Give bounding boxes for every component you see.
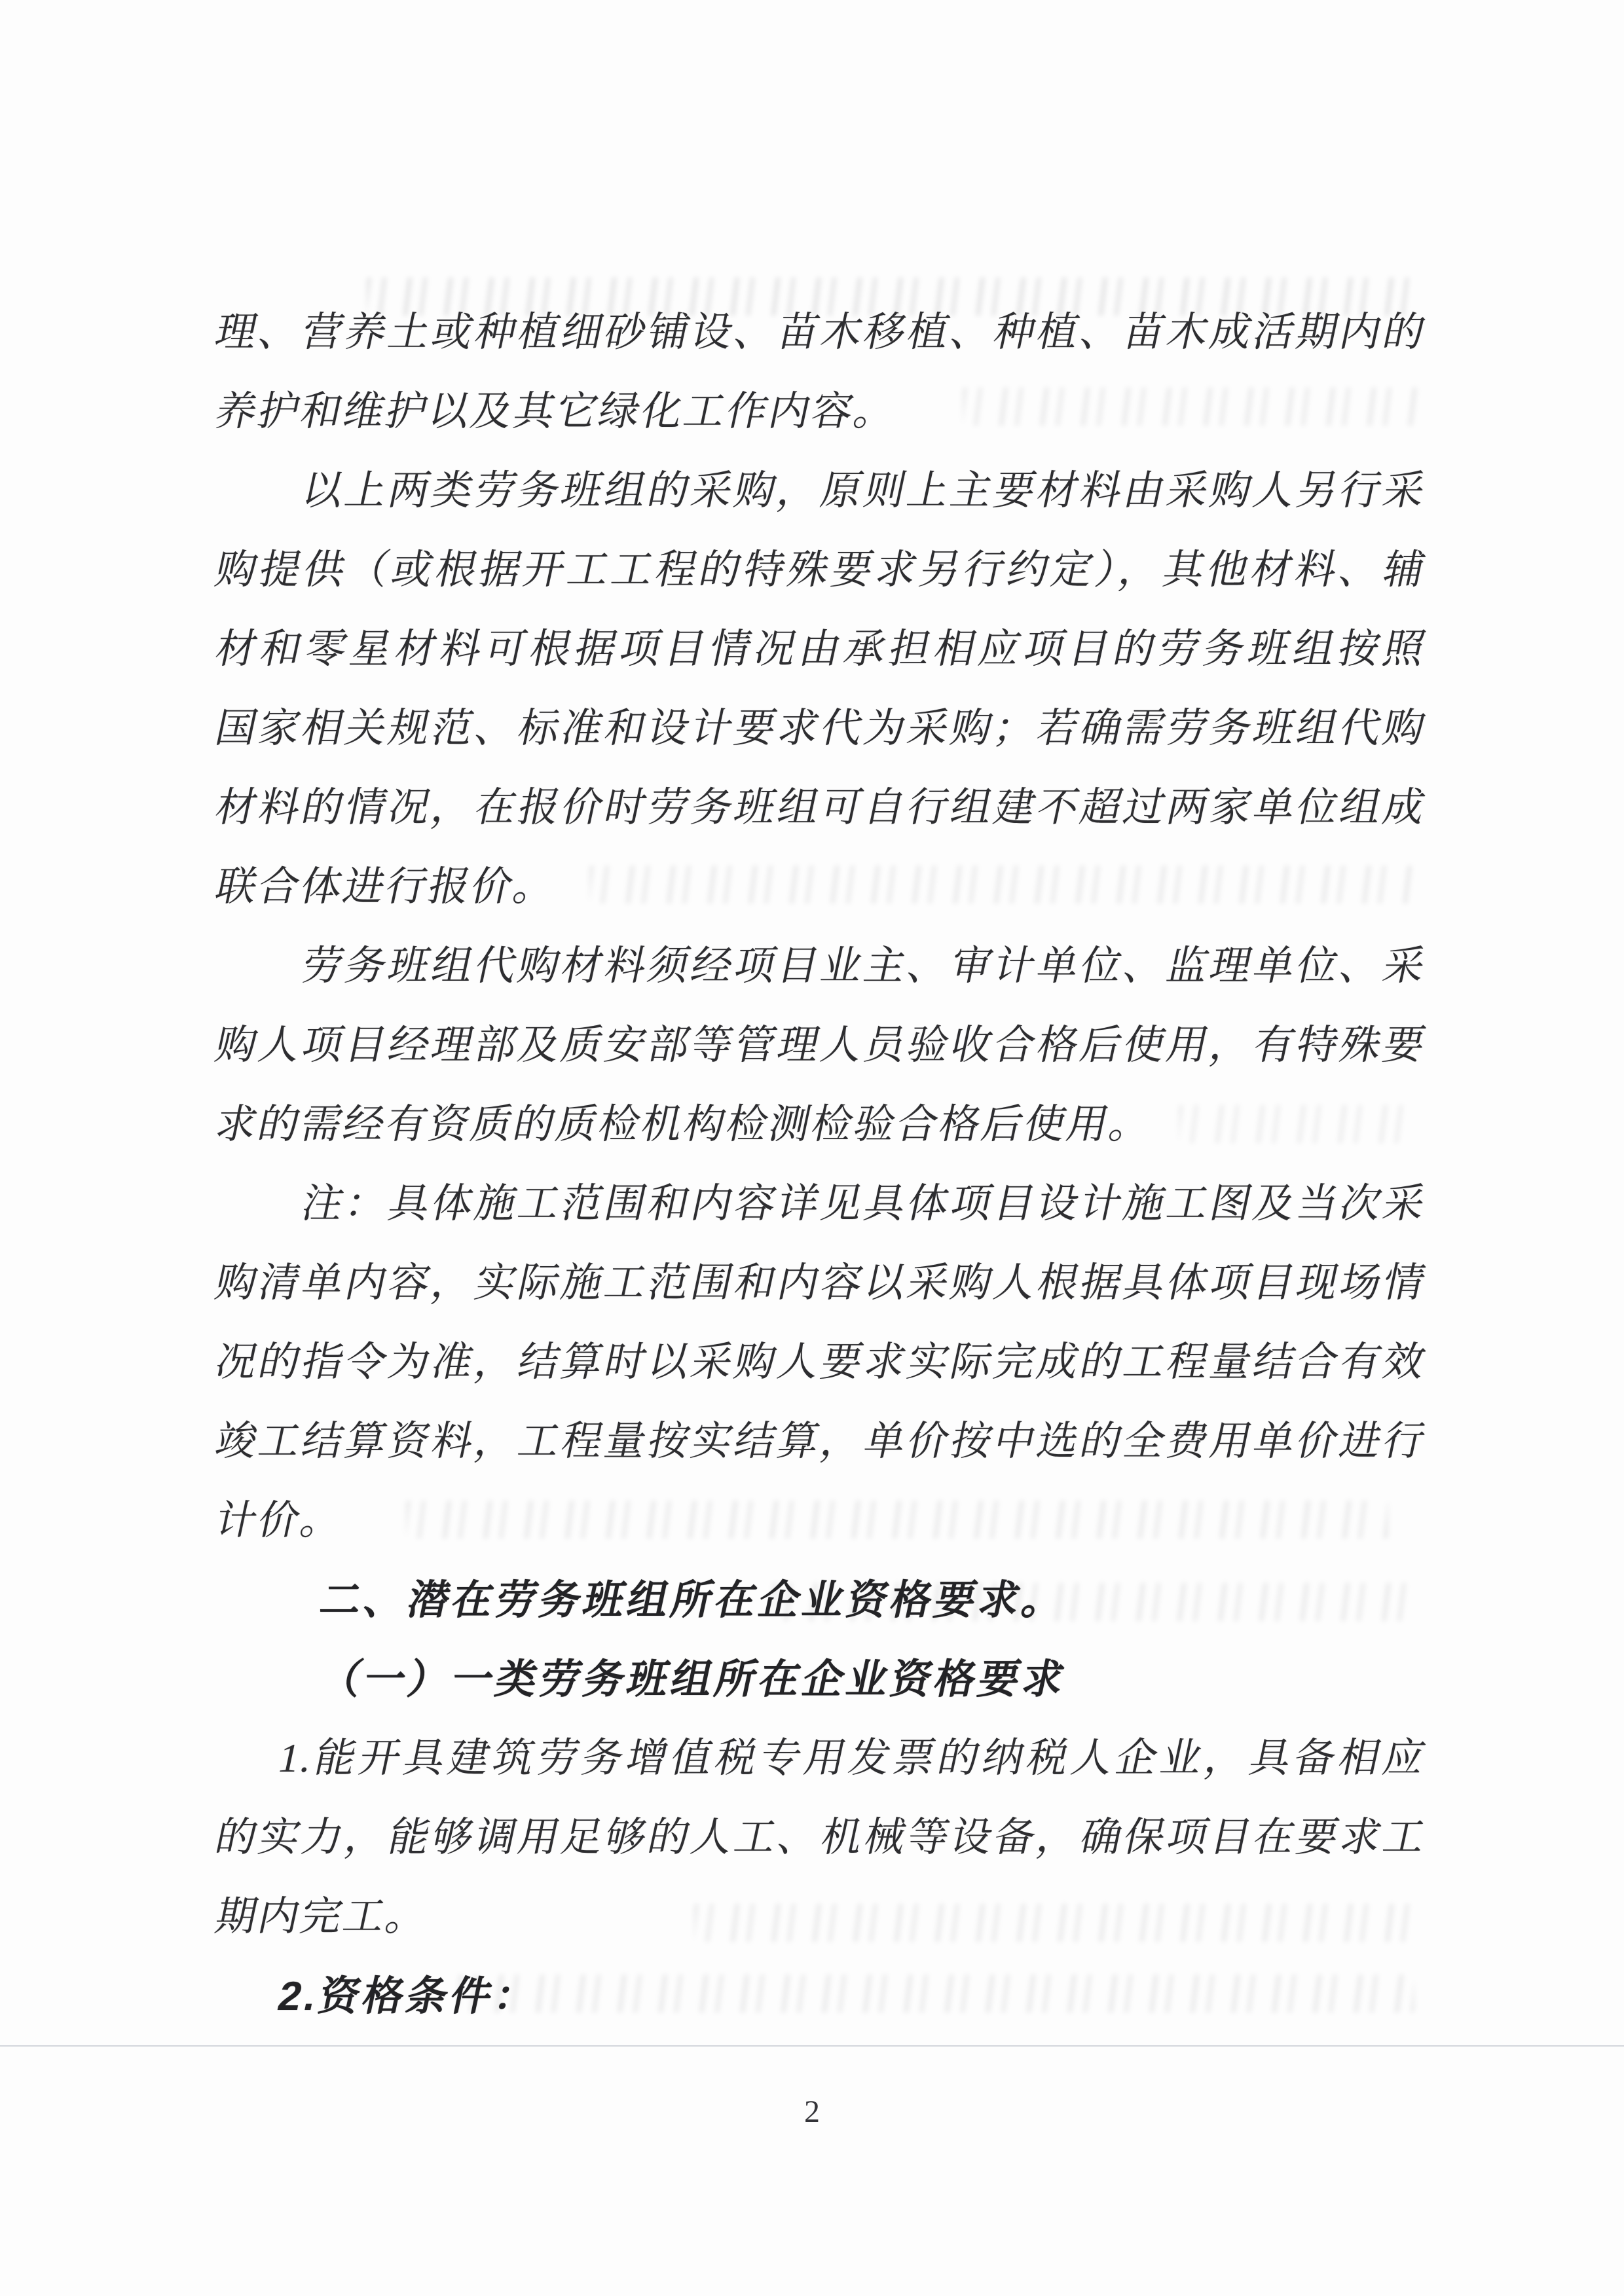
text-line: 劳务班组代购材料须经项目业主、审计单位、监理单位、采: [297, 944, 1431, 989]
text-line: 国家相关规范、标准和设计要求代为采购；若确需劳务班组代购: [211, 706, 1431, 751]
text-line: 1.能开具建筑劳务增值税专用发票的纳税人企业，具备相应: [274, 1736, 1431, 1781]
text-line: 购人项目经理部及质安部等管理人员验收合格后使用，有特殊要: [211, 1023, 1431, 1068]
text-line: 以上两类劳务班组的采购，原则上主要材料由采购人另行采: [297, 469, 1431, 513]
text-column: [211, 0, 1431, 2036]
section-heading: 二、潜在劳务班组所在企业资格要求。: [316, 1578, 1072, 1623]
text-line: 注：具体施工范围和内容详见具体项目设计施工图及当次采: [297, 1182, 1431, 1226]
text-line: 的实力，能够调用足够的人工、机械等设备，确保项目在要求工: [211, 1815, 1431, 1860]
text-line: 竣工结算资料，工程量按实结算，单价按中选的全费用单价进行: [211, 1419, 1431, 1464]
text-line: 求的需经有资质的质检机构检测检验合格后使用。: [211, 1102, 1158, 1147]
text-line: 况的指令为准，结算时以采购人要求实际完成的工程量结合有效: [211, 1340, 1431, 1385]
text-line: 材料的情况，在报价时劳务班组可自行组建不超过两家单位组成: [211, 786, 1431, 830]
text-line: 联合体进行报价。: [211, 865, 562, 909]
scan-artifact-line: [0, 2045, 1624, 2047]
text-line: 材和零星材料可根据项目情况由承担相应项目的劳务班组按照: [211, 627, 1431, 672]
text-line: 期内完工。: [211, 1895, 434, 1939]
text-line: 理、营养土或种植细砂铺设、苗木移植、种植、苗木成活期内的: [211, 310, 1431, 355]
text-line: 计价。: [211, 1499, 349, 1543]
text-line: 养护和维护以及其它绿化工作内容。: [211, 390, 902, 434]
item-heading: 2.资格条件：: [274, 1974, 544, 2019]
text-line: 购清单内容，实际施工范围和内容以采购人根据具体项目现场情: [211, 1261, 1431, 1305]
text-line: 购提供（或根据开工工程的特殊要求另行约定），其他材料、辅: [211, 548, 1431, 592]
subsection-heading: （一）一类劳务班组所在企业资格要求: [316, 1657, 1072, 1702]
page-number: 2: [804, 2094, 820, 2129]
